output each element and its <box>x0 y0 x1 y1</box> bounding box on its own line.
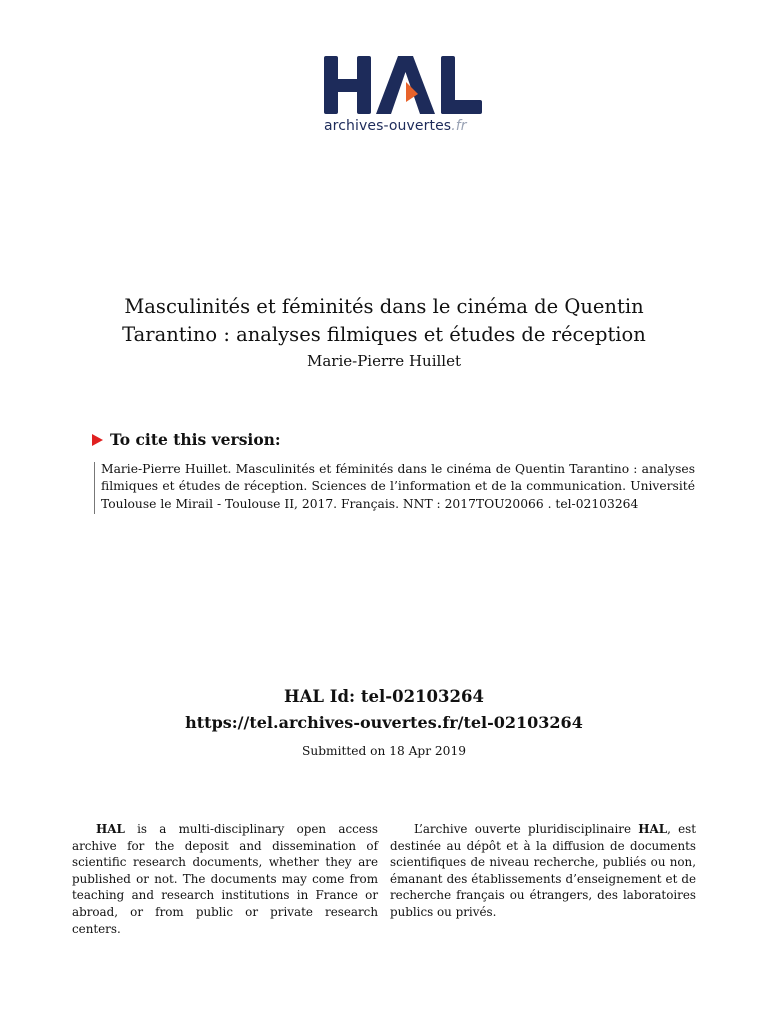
cite-heading-label: To cite this version: <box>110 430 281 449</box>
hal-url-link[interactable]: https://tel.archives-ouvertes.fr/tel-02103264 <box>185 713 583 732</box>
submission-date: Submitted on 18 Apr 2019 <box>302 744 466 758</box>
footer-french-text: L’archive ouverte pluridisciplinaire HAL, est destinée au dépôt et à la diffusion de documents scientifiques de niveau recherche, publiés ou non, émanant des établissements d’enseignement et de recherche français ou étrangers, des laboratoires publics ou privés. <box>390 822 696 919</box>
cite-heading <box>92 430 281 449</box>
hal-logo-mark <box>320 52 490 118</box>
footer-english-text: HAL is a multi-disciplinary open access archive for the deposit and dissemination of scientific research documents, whether they are published or not. The documents may come from teaching and research institutions in France or abroad, or from public or private research centers. <box>72 822 378 936</box>
red-arrow-icon <box>92 434 103 446</box>
hal-logo-subtitle: archives-ouvertes.fr <box>324 118 467 134</box>
hal-logo <box>320 52 490 144</box>
document-author: Marie-Pierre Huillet <box>306 352 461 370</box>
document-title-line-1: Masculinités et féminités dans le cinéma de Quentin <box>124 295 644 318</box>
cite-divider <box>94 462 95 514</box>
citation-text: Marie-Pierre Huillet. Masculinités et féminités dans le cinéma de Quentin Tarantino : analyses filmiques et études de réception. Sciences de l’information et de la communication. Université Toulouse le Mirail - Toulouse II, 2017. Français. NNT : 2017TOU20066 . tel-02103264 <box>101 462 695 511</box>
footer-french-column <box>390 821 696 921</box>
document-title <box>60 293 708 349</box>
hal-id: HAL Id: tel-02103264 <box>284 687 484 706</box>
footer-english-column <box>72 821 378 937</box>
document-title-line-2: Tarantino : analyses filmiques et études de réception <box>122 323 646 346</box>
